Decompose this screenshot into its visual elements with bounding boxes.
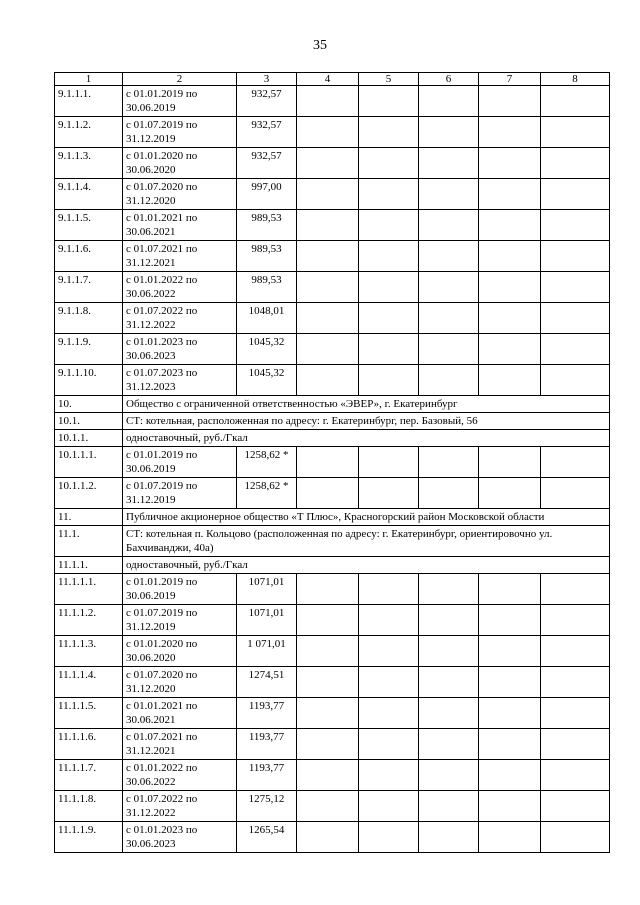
row-number: 9.1.1.4. bbox=[55, 179, 123, 210]
empty-cell bbox=[479, 447, 541, 478]
empty-cell bbox=[419, 210, 479, 241]
empty-cell bbox=[359, 574, 419, 605]
empty-cell bbox=[479, 667, 541, 698]
row-number: 11.1.1.5. bbox=[55, 698, 123, 729]
tariff-table bbox=[54, 72, 610, 853]
empty-cell bbox=[419, 334, 479, 365]
empty-cell bbox=[297, 447, 359, 478]
empty-cell bbox=[419, 179, 479, 210]
empty-cell bbox=[479, 272, 541, 303]
row-number: 9.1.1.5. bbox=[55, 210, 123, 241]
empty-cell bbox=[359, 605, 419, 636]
row-number: 11.1.1.1. bbox=[55, 574, 123, 605]
empty-cell bbox=[297, 86, 359, 117]
row-number: 11.1.1. bbox=[55, 557, 123, 574]
tariff-value: 1071,01 bbox=[237, 605, 297, 636]
table-row bbox=[55, 365, 610, 396]
row-number: 11.1.1.7. bbox=[55, 760, 123, 791]
header-cell: 2 bbox=[123, 73, 237, 86]
table-row bbox=[55, 272, 610, 303]
header-cell: 8 bbox=[541, 73, 610, 86]
empty-cell bbox=[541, 447, 610, 478]
empty-cell bbox=[479, 179, 541, 210]
tariff-value: 932,57 bbox=[237, 117, 297, 148]
tariff-value: 1275,12 bbox=[237, 791, 297, 822]
empty-cell bbox=[297, 605, 359, 636]
tariff-value: 1045,32 bbox=[237, 334, 297, 365]
row-number: 11. bbox=[55, 509, 123, 526]
empty-cell bbox=[419, 241, 479, 272]
empty-cell bbox=[419, 303, 479, 334]
period-cell: с 01.01.2020 по 30.06.2020 bbox=[123, 148, 237, 179]
period-cell: с 01.01.2023 по 30.06.2023 bbox=[123, 334, 237, 365]
empty-cell bbox=[541, 791, 610, 822]
empty-cell bbox=[359, 272, 419, 303]
period-cell: с 01.07.2020 по 31.12.2020 bbox=[123, 667, 237, 698]
tariff-value: 1071,01 bbox=[237, 574, 297, 605]
period-cell: с 01.01.2019 по 30.06.2019 bbox=[123, 86, 237, 117]
empty-cell bbox=[419, 86, 479, 117]
table-row bbox=[55, 303, 610, 334]
row-number: 9.1.1.9. bbox=[55, 334, 123, 365]
header-cell: 3 bbox=[237, 73, 297, 86]
empty-cell bbox=[419, 272, 479, 303]
table-row bbox=[55, 334, 610, 365]
section-row bbox=[55, 430, 610, 447]
empty-cell bbox=[479, 303, 541, 334]
row-number: 9.1.1.10. bbox=[55, 365, 123, 396]
empty-cell bbox=[479, 729, 541, 760]
empty-cell bbox=[419, 478, 479, 509]
empty-cell bbox=[297, 365, 359, 396]
tariff-value: 1193,77 bbox=[237, 698, 297, 729]
empty-cell bbox=[419, 822, 479, 853]
tariff-value: 997,00 bbox=[237, 179, 297, 210]
section-row bbox=[55, 396, 610, 413]
empty-cell bbox=[359, 303, 419, 334]
empty-cell bbox=[297, 241, 359, 272]
tariff-value: 989,53 bbox=[237, 241, 297, 272]
empty-cell bbox=[359, 447, 419, 478]
empty-cell bbox=[359, 210, 419, 241]
empty-cell bbox=[359, 179, 419, 210]
empty-cell bbox=[541, 303, 610, 334]
table-row bbox=[55, 179, 610, 210]
period-cell: с 01.01.2019 по 30.06.2019 bbox=[123, 574, 237, 605]
row-number: 10. bbox=[55, 396, 123, 413]
empty-cell bbox=[479, 117, 541, 148]
empty-cell bbox=[359, 117, 419, 148]
empty-cell bbox=[541, 574, 610, 605]
row-number: 9.1.1.1. bbox=[55, 86, 123, 117]
empty-cell bbox=[297, 478, 359, 509]
period-cell: с 01.07.2019 по 31.12.2019 bbox=[123, 117, 237, 148]
empty-cell bbox=[359, 822, 419, 853]
table-row bbox=[55, 574, 610, 605]
empty-cell bbox=[419, 117, 479, 148]
empty-cell bbox=[359, 698, 419, 729]
period-cell: с 01.01.2019 по 30.06.2019 bbox=[123, 447, 237, 478]
page-number: 35 bbox=[313, 38, 327, 53]
table-row bbox=[55, 822, 610, 853]
empty-cell bbox=[479, 86, 541, 117]
row-number: 9.1.1.8. bbox=[55, 303, 123, 334]
empty-cell bbox=[297, 148, 359, 179]
empty-cell bbox=[419, 698, 479, 729]
tariff-value: 989,53 bbox=[237, 272, 297, 303]
table-row bbox=[55, 698, 610, 729]
empty-cell bbox=[479, 698, 541, 729]
empty-cell bbox=[359, 667, 419, 698]
header-row bbox=[55, 73, 610, 86]
tariff-value: 1274,51 bbox=[237, 667, 297, 698]
row-number: 9.1.1.7. bbox=[55, 272, 123, 303]
section-title: одноставочный, руб./Гкал bbox=[123, 430, 610, 447]
header-cell: 1 bbox=[55, 73, 123, 86]
tariff-value: 1 071,01 bbox=[237, 636, 297, 667]
empty-cell bbox=[297, 729, 359, 760]
empty-cell bbox=[359, 636, 419, 667]
section-title: Публичное акционерное общество «Т Плюс», Красногорский район Московской области bbox=[123, 509, 610, 526]
empty-cell bbox=[297, 303, 359, 334]
table-row bbox=[55, 667, 610, 698]
tariff-value: 1193,77 bbox=[237, 760, 297, 791]
empty-cell bbox=[541, 117, 610, 148]
empty-cell bbox=[541, 478, 610, 509]
table-row bbox=[55, 605, 610, 636]
period-cell: с 01.01.2022 по 30.06.2022 bbox=[123, 272, 237, 303]
empty-cell bbox=[419, 148, 479, 179]
empty-cell bbox=[359, 241, 419, 272]
empty-cell bbox=[419, 760, 479, 791]
table-row bbox=[55, 210, 610, 241]
empty-cell bbox=[359, 365, 419, 396]
empty-cell bbox=[359, 791, 419, 822]
empty-cell bbox=[359, 148, 419, 179]
table-row bbox=[55, 86, 610, 117]
header-cell: 5 bbox=[359, 73, 419, 86]
row-number: 10.1.1.1. bbox=[55, 447, 123, 478]
empty-cell bbox=[297, 179, 359, 210]
row-number: 9.1.1.2. bbox=[55, 117, 123, 148]
empty-cell bbox=[419, 605, 479, 636]
row-number: 9.1.1.3. bbox=[55, 148, 123, 179]
empty-cell bbox=[359, 86, 419, 117]
table-row bbox=[55, 636, 610, 667]
empty-cell bbox=[541, 334, 610, 365]
empty-cell bbox=[479, 334, 541, 365]
tariff-value: 1045,32 bbox=[237, 365, 297, 396]
tariff-value: 1193,77 bbox=[237, 729, 297, 760]
empty-cell bbox=[479, 210, 541, 241]
empty-cell bbox=[541, 272, 610, 303]
section-title: Общество с ограниченной ответственностью «ЭВЕР», г. Екатеринбург bbox=[123, 396, 610, 413]
empty-cell bbox=[359, 760, 419, 791]
empty-cell bbox=[479, 148, 541, 179]
table-row bbox=[55, 447, 610, 478]
empty-cell bbox=[479, 574, 541, 605]
period-cell: с 01.01.2020 по 30.06.2020 bbox=[123, 636, 237, 667]
period-cell: с 01.07.2023 по 31.12.2023 bbox=[123, 365, 237, 396]
section-row bbox=[55, 557, 610, 574]
section-row bbox=[55, 526, 610, 557]
empty-cell bbox=[297, 822, 359, 853]
empty-cell bbox=[419, 365, 479, 396]
tariff-value: 989,53 bbox=[237, 210, 297, 241]
period-cell: с 01.01.2021 по 30.06.2021 bbox=[123, 210, 237, 241]
empty-cell bbox=[541, 179, 610, 210]
empty-cell bbox=[359, 729, 419, 760]
empty-cell bbox=[541, 729, 610, 760]
row-number: 9.1.1.6. bbox=[55, 241, 123, 272]
section-title: СТ: котельная п. Кольцово (расположенная по адресу: г. Екатеринбург, ориентировочно ул. Бахчиванджи, 40а) bbox=[123, 526, 610, 557]
row-number: 11.1.1.4. bbox=[55, 667, 123, 698]
empty-cell bbox=[541, 210, 610, 241]
empty-cell bbox=[479, 822, 541, 853]
tariff-value: 1048,01 bbox=[237, 303, 297, 334]
row-number: 10.1. bbox=[55, 413, 123, 430]
empty-cell bbox=[419, 636, 479, 667]
empty-cell bbox=[479, 760, 541, 791]
period-cell: с 01.07.2019 по 31.12.2019 bbox=[123, 605, 237, 636]
empty-cell bbox=[297, 574, 359, 605]
empty-cell bbox=[479, 365, 541, 396]
empty-cell bbox=[297, 791, 359, 822]
empty-cell bbox=[541, 605, 610, 636]
empty-cell bbox=[419, 791, 479, 822]
empty-cell bbox=[479, 478, 541, 509]
row-number: 11.1. bbox=[55, 526, 123, 557]
header-cell: 6 bbox=[419, 73, 479, 86]
empty-cell bbox=[479, 791, 541, 822]
empty-cell bbox=[297, 272, 359, 303]
table-row bbox=[55, 148, 610, 179]
empty-cell bbox=[541, 636, 610, 667]
tariff-value: 1265,54 bbox=[237, 822, 297, 853]
empty-cell bbox=[297, 636, 359, 667]
table-row bbox=[55, 791, 610, 822]
section-row bbox=[55, 509, 610, 526]
row-number: 10.1.1. bbox=[55, 430, 123, 447]
empty-cell bbox=[419, 729, 479, 760]
period-cell: с 01.07.2020 по 31.12.2020 bbox=[123, 179, 237, 210]
period-cell: с 01.07.2021 по 31.12.2021 bbox=[123, 241, 237, 272]
table-body bbox=[55, 73, 610, 853]
empty-cell bbox=[479, 241, 541, 272]
empty-cell bbox=[297, 760, 359, 791]
tariff-value: 932,57 bbox=[237, 86, 297, 117]
empty-cell bbox=[541, 86, 610, 117]
table-row bbox=[55, 729, 610, 760]
table-row bbox=[55, 760, 610, 791]
period-cell: с 01.01.2022 по 30.06.2022 bbox=[123, 760, 237, 791]
tariff-value: 1258,62 * bbox=[237, 447, 297, 478]
row-number: 10.1.1.2. bbox=[55, 478, 123, 509]
empty-cell bbox=[297, 117, 359, 148]
period-cell: с 01.07.2021 по 31.12.2021 bbox=[123, 729, 237, 760]
section-row bbox=[55, 413, 610, 430]
empty-cell bbox=[479, 636, 541, 667]
empty-cell bbox=[297, 667, 359, 698]
header-cell: 7 bbox=[479, 73, 541, 86]
empty-cell bbox=[359, 334, 419, 365]
empty-cell bbox=[419, 667, 479, 698]
table-row bbox=[55, 478, 610, 509]
empty-cell bbox=[541, 760, 610, 791]
empty-cell bbox=[359, 478, 419, 509]
empty-cell bbox=[297, 210, 359, 241]
empty-cell bbox=[541, 241, 610, 272]
row-number: 11.1.1.6. bbox=[55, 729, 123, 760]
empty-cell bbox=[541, 365, 610, 396]
section-title: одноставочный, руб./Гкал bbox=[123, 557, 610, 574]
period-cell: с 01.07.2022 по 31.12.2022 bbox=[123, 791, 237, 822]
empty-cell bbox=[541, 148, 610, 179]
section-title: СТ: котельная, расположенная по адресу: г. Екатеринбург, пер. Базовый, 56 bbox=[123, 413, 610, 430]
empty-cell bbox=[297, 698, 359, 729]
empty-cell bbox=[297, 334, 359, 365]
empty-cell bbox=[419, 574, 479, 605]
period-cell: с 01.07.2019 по 31.12.2019 bbox=[123, 478, 237, 509]
row-number: 11.1.1.2. bbox=[55, 605, 123, 636]
empty-cell bbox=[479, 605, 541, 636]
row-number: 11.1.1.3. bbox=[55, 636, 123, 667]
tariff-value: 1258,62 * bbox=[237, 478, 297, 509]
row-number: 11.1.1.8. bbox=[55, 791, 123, 822]
period-cell: с 01.01.2021 по 30.06.2021 bbox=[123, 698, 237, 729]
empty-cell bbox=[541, 822, 610, 853]
row-number: 11.1.1.9. bbox=[55, 822, 123, 853]
empty-cell bbox=[419, 447, 479, 478]
table-row bbox=[55, 241, 610, 272]
table-row bbox=[55, 117, 610, 148]
period-cell: с 01.01.2023 по 30.06.2023 bbox=[123, 822, 237, 853]
header-cell: 4 bbox=[297, 73, 359, 86]
empty-cell bbox=[541, 667, 610, 698]
period-cell: с 01.07.2022 по 31.12.2022 bbox=[123, 303, 237, 334]
empty-cell bbox=[541, 698, 610, 729]
tariff-value: 932,57 bbox=[237, 148, 297, 179]
